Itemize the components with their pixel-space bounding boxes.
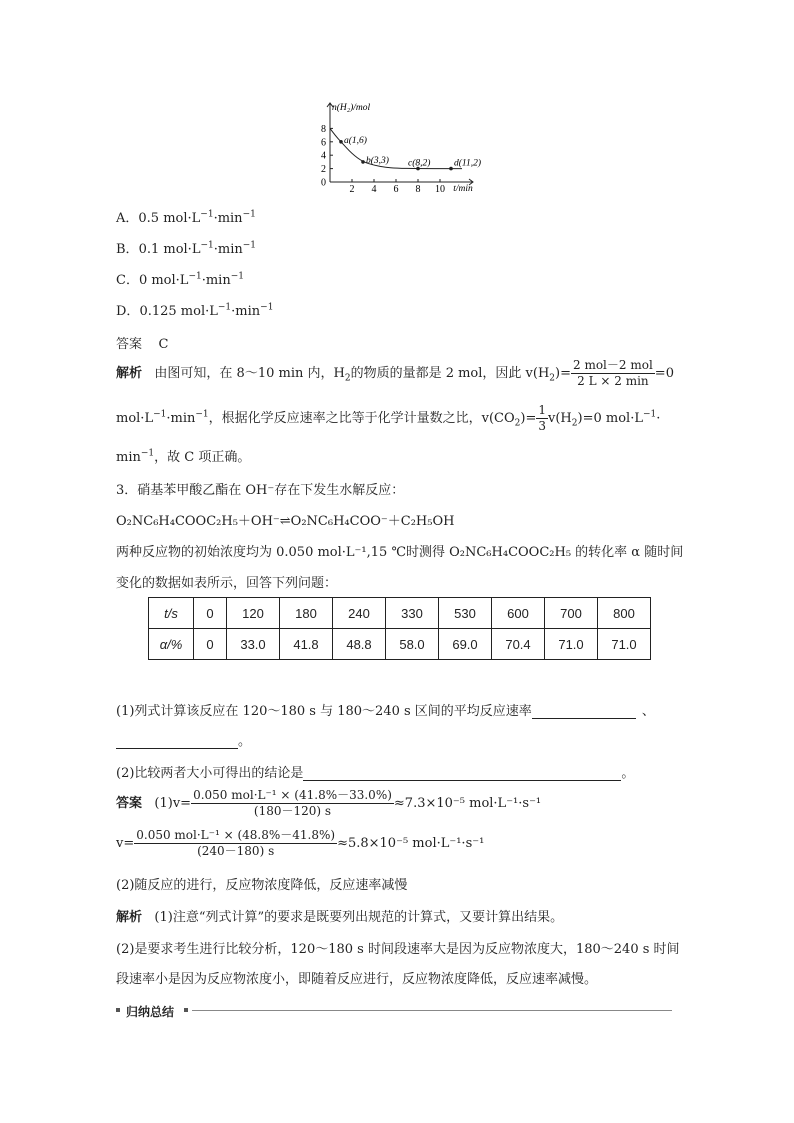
third-fraction: $\frac{1}{3}$ [538, 403, 547, 433]
data-point [449, 167, 453, 171]
answer-1: 答案 C [116, 337, 169, 352]
table-cell: 41.8 [280, 629, 333, 660]
question-3-desc-2: 变化的数据如表所示，回答下列问题： [116, 576, 338, 591]
answer-3-line1: 答案 (1)v= $\frac{\text{0.050 mol·L⁻¹ × (41.8\%－33.0\%)}}{(180-120) s}$ ≈7.3×10⁻⁵ mol·L⁻¹·s⁻¹ [116, 788, 542, 818]
chart-marks [330, 128, 462, 170]
table-row-conversion [149, 629, 651, 660]
data-point [361, 160, 365, 164]
table-cell: 58.0 [386, 629, 439, 660]
table-cell: 330 [386, 598, 439, 629]
table-cell: 800 [598, 598, 651, 629]
x-tick-label: 8 [415, 184, 421, 195]
x-tick-label: 10 [435, 184, 445, 195]
answer-blank[interactable] [532, 704, 636, 719]
table-cell: 33.0 [227, 629, 280, 660]
question-3-desc-1: 两种反应物的初始浓度均为 0.050 mol·L⁻¹,15 ℃时测得 O₂NC₆H₄COOC₂H₅ 的转化率 α 随时间 [116, 545, 684, 560]
sub-question-1: (1)列式计算该反应在 120～180 s 与 180～240 s 区间的平均反应速率 、 [116, 704, 655, 719]
data-point-label: c(8,2) [408, 158, 431, 169]
table-cell: 0 [194, 598, 227, 629]
table-cell: 530 [439, 598, 492, 629]
data-point [339, 140, 343, 144]
option-b: B．0.1 $mol\cdot L^{-1}\cdot\min^{-1}$ [116, 240, 257, 257]
option-a: A．0.5 $mol\cdot L^{-1}\cdot\min^{-1}$ [116, 209, 256, 226]
reaction-equation: O₂NC₆H₄COOC₂H₅＋OH⁻⇌O₂NC₆H₄COO⁻＋C₂H₅OH [116, 514, 455, 529]
table-cell: 71.0 [545, 629, 598, 660]
y-tick-label: 2 [321, 164, 326, 176]
y-tick-label: 4 [321, 150, 326, 162]
answer-3-line2: v= $\frac{\text{0.050 mol·L⁻¹ × (48.8\%－41.8\%)}}{(240-180) s}$ ≈5.8×10⁻⁵ mol·L⁻¹·s⁻¹ [116, 828, 485, 858]
y-tick-label: 8 [321, 123, 326, 135]
table-cell: 240 [333, 598, 386, 629]
data-point-label: b(3,3) [366, 155, 389, 166]
bullet-square-icon [116, 1008, 120, 1012]
table-cell: 0 [194, 629, 227, 660]
option-c: C．0 $mol\cdot L^{-1}\cdot\min^{-1}$ [116, 271, 244, 288]
table-row-time [149, 598, 651, 629]
summary-section-header [116, 1004, 672, 1018]
table-cell: t/s [149, 598, 194, 629]
table-cell: 700 [545, 598, 598, 629]
table-cell: 120 [227, 598, 280, 629]
analysis-3-line2: (2)是要求考生进行比较分析，120～180 s 时间段速率大是因为反应物浓度大，180～240 s 时间 [116, 942, 680, 957]
answer-blank[interactable] [116, 734, 238, 749]
table-cell: α/% [149, 629, 194, 660]
table-cell: 180 [280, 598, 333, 629]
bullet-square-icon [184, 1008, 188, 1012]
h2-curve [330, 128, 462, 168]
analysis-1-line2: $mol\cdot L^{-1}\cdot\min^{-1}$，根据化学反应速率之比等于化学计量数之比，$v(CO_2)=$ $\frac{1}{3}$ $v(H_2)=0$ $mol\cdot L^{-1}\cdot$ [116, 403, 661, 433]
sub-question-2: (2)比较两者大小可得出的结论是 。 [116, 766, 635, 781]
answer-blank[interactable] [303, 766, 621, 781]
table-cell: 48.8 [333, 629, 386, 660]
question-3-stem: 3．硝基苯甲酸乙酯在 OH⁻存在下发生水解反应： [116, 483, 405, 498]
analysis-1-line1: 解析 由图可知，在 8～10 min 内，$H_2$的物质的量都是 2 mol，因此 $v(H_2)=$ $\frac{\text{2 mol－2 mol}}{2 L \times 2 \min}$ =0 [116, 358, 674, 388]
section-title: 归纳总结 [126, 1005, 175, 1019]
table-cell: 71.0 [598, 629, 651, 660]
data-point-label: d(11,2) [454, 158, 481, 169]
table-cell: 600 [492, 598, 545, 629]
option-d: D．0.125 $mol\cdot L^{-1}\cdot\min^{-1}$ [116, 302, 274, 319]
y-axis-label: n(H₂)/mol [332, 103, 371, 113]
rate-fraction-2: $\frac{\text{0.050 mol·L⁻¹ × (48.8\%－41.8\%)}}{(240-180) s}$ [136, 828, 336, 858]
data-point-label: a(1,6) [344, 135, 367, 146]
section-rule [192, 1010, 672, 1011]
x-tick-label: 4 [371, 184, 377, 195]
h2-amount-chart [0, 0, 794, 200]
sub-question-1-cont: 。 [116, 730, 251, 749]
rate-fraction: $\frac{\text{2 mol－2 mol}}{2 L \times 2 \min}$ [573, 358, 653, 388]
y-tick-label: 6 [321, 137, 326, 149]
table-cell: 70.4 [492, 629, 545, 660]
analysis-1-line3: $\min^{-1}$，故 C 项正确。 [116, 448, 251, 465]
chart-labels [321, 102, 481, 195]
table-cell: 69.0 [439, 629, 492, 660]
conversion-table [148, 597, 651, 660]
analysis-3-line3: 段速率小是因为反应物浓度小，即随着反应进行，反应物浓度降低，反应速率减慢。 [116, 972, 598, 987]
x-tick-label: 6 [393, 184, 399, 195]
y-tick-label: 0 [321, 177, 326, 189]
x-tick-label: 2 [349, 184, 355, 195]
rate-fraction-1: $\frac{\text{0.050 mol·L⁻¹ × (41.8\%－33.0\%)}}{(180-120) s}$ [193, 788, 392, 818]
analysis-3-line1: 解析 (1)注意“列式计算”的要求是既要列出规范的计算式，又要计算出结果。 [116, 910, 564, 925]
x-axis-label: t/min [453, 184, 473, 194]
answer-3-part2: (2)随反应的进行，反应物浓度降低，反应速率减慢 [116, 878, 408, 893]
